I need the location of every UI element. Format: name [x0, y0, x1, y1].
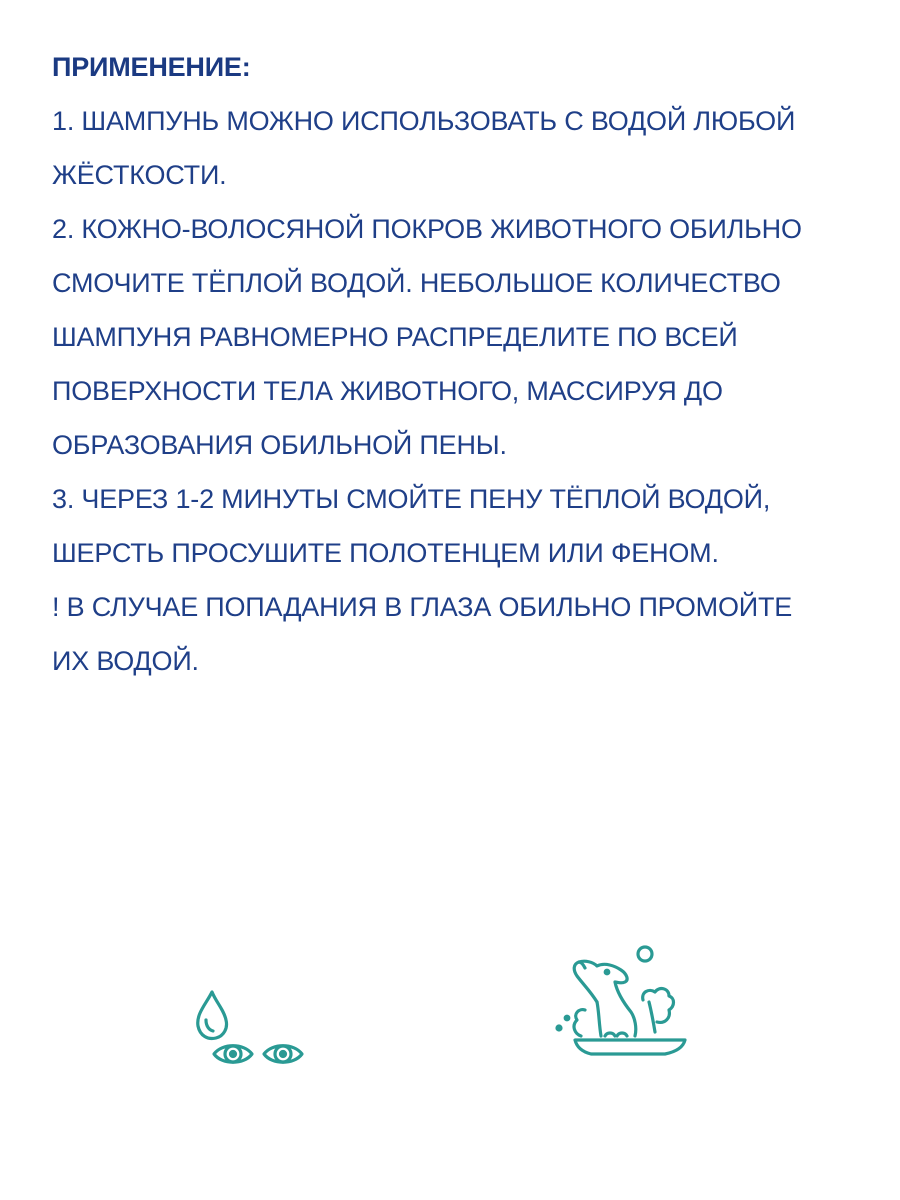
instruction-line: СМОЧИТЕ ТЁПЛОЙ ВОДОЙ. НЕБОЛЬШОЕ КОЛИЧЕСТВО: [52, 268, 781, 298]
instruction-line: 3. ЧЕРЕЗ 1-2 МИНУТЫ СМОЙТЕ ПЕНУ ТЁПЛОЙ ВОДОЙ,: [52, 484, 771, 514]
instruction-line: ОБРАЗОВАНИЯ ОБИЛЬНОЙ ПЕНЫ.: [52, 430, 507, 460]
instruction-line: ШЕРСТЬ ПРОСУШИТЕ ПОЛОТЕНЦЕМ ИЛИ ФЕНОМ.: [52, 538, 719, 568]
instruction-line: 2. КОЖНО-ВОЛОСЯНОЙ ПОКРОВ ЖИВОТНОГО ОБИЛЬНО: [52, 214, 802, 244]
eye-drop-icon: [186, 986, 316, 1081]
dog-bath-icon: [545, 940, 695, 1070]
instruction-line: ЖЁСТКОСТИ.: [52, 160, 227, 190]
instruction-line: ИХ ВОДОЙ.: [52, 646, 199, 676]
instructions-block: [52, 40, 872, 688]
instructions-heading: ПРИМЕНЕНИЕ:: [52, 52, 251, 82]
instruction-line: ПОВЕРХНОСТИ ТЕЛА ЖИВОТНОГО, МАССИРУЯ ДО: [52, 376, 723, 406]
instruction-line: ! В СЛУЧАЕ ПОПАДАНИЯ В ГЛАЗА ОБИЛЬНО ПРОМОЙТЕ: [52, 592, 793, 622]
instruction-line: 1. ШАМПУНЬ МОЖНО ИСПОЛЬЗОВАТЬ С ВОДОЙ ЛЮБОЙ: [52, 106, 796, 136]
instruction-line: ШАМПУНЯ РАВНОМЕРНО РАСПРЕДЕЛИТЕ ПО ВСЕЙ: [52, 322, 738, 352]
